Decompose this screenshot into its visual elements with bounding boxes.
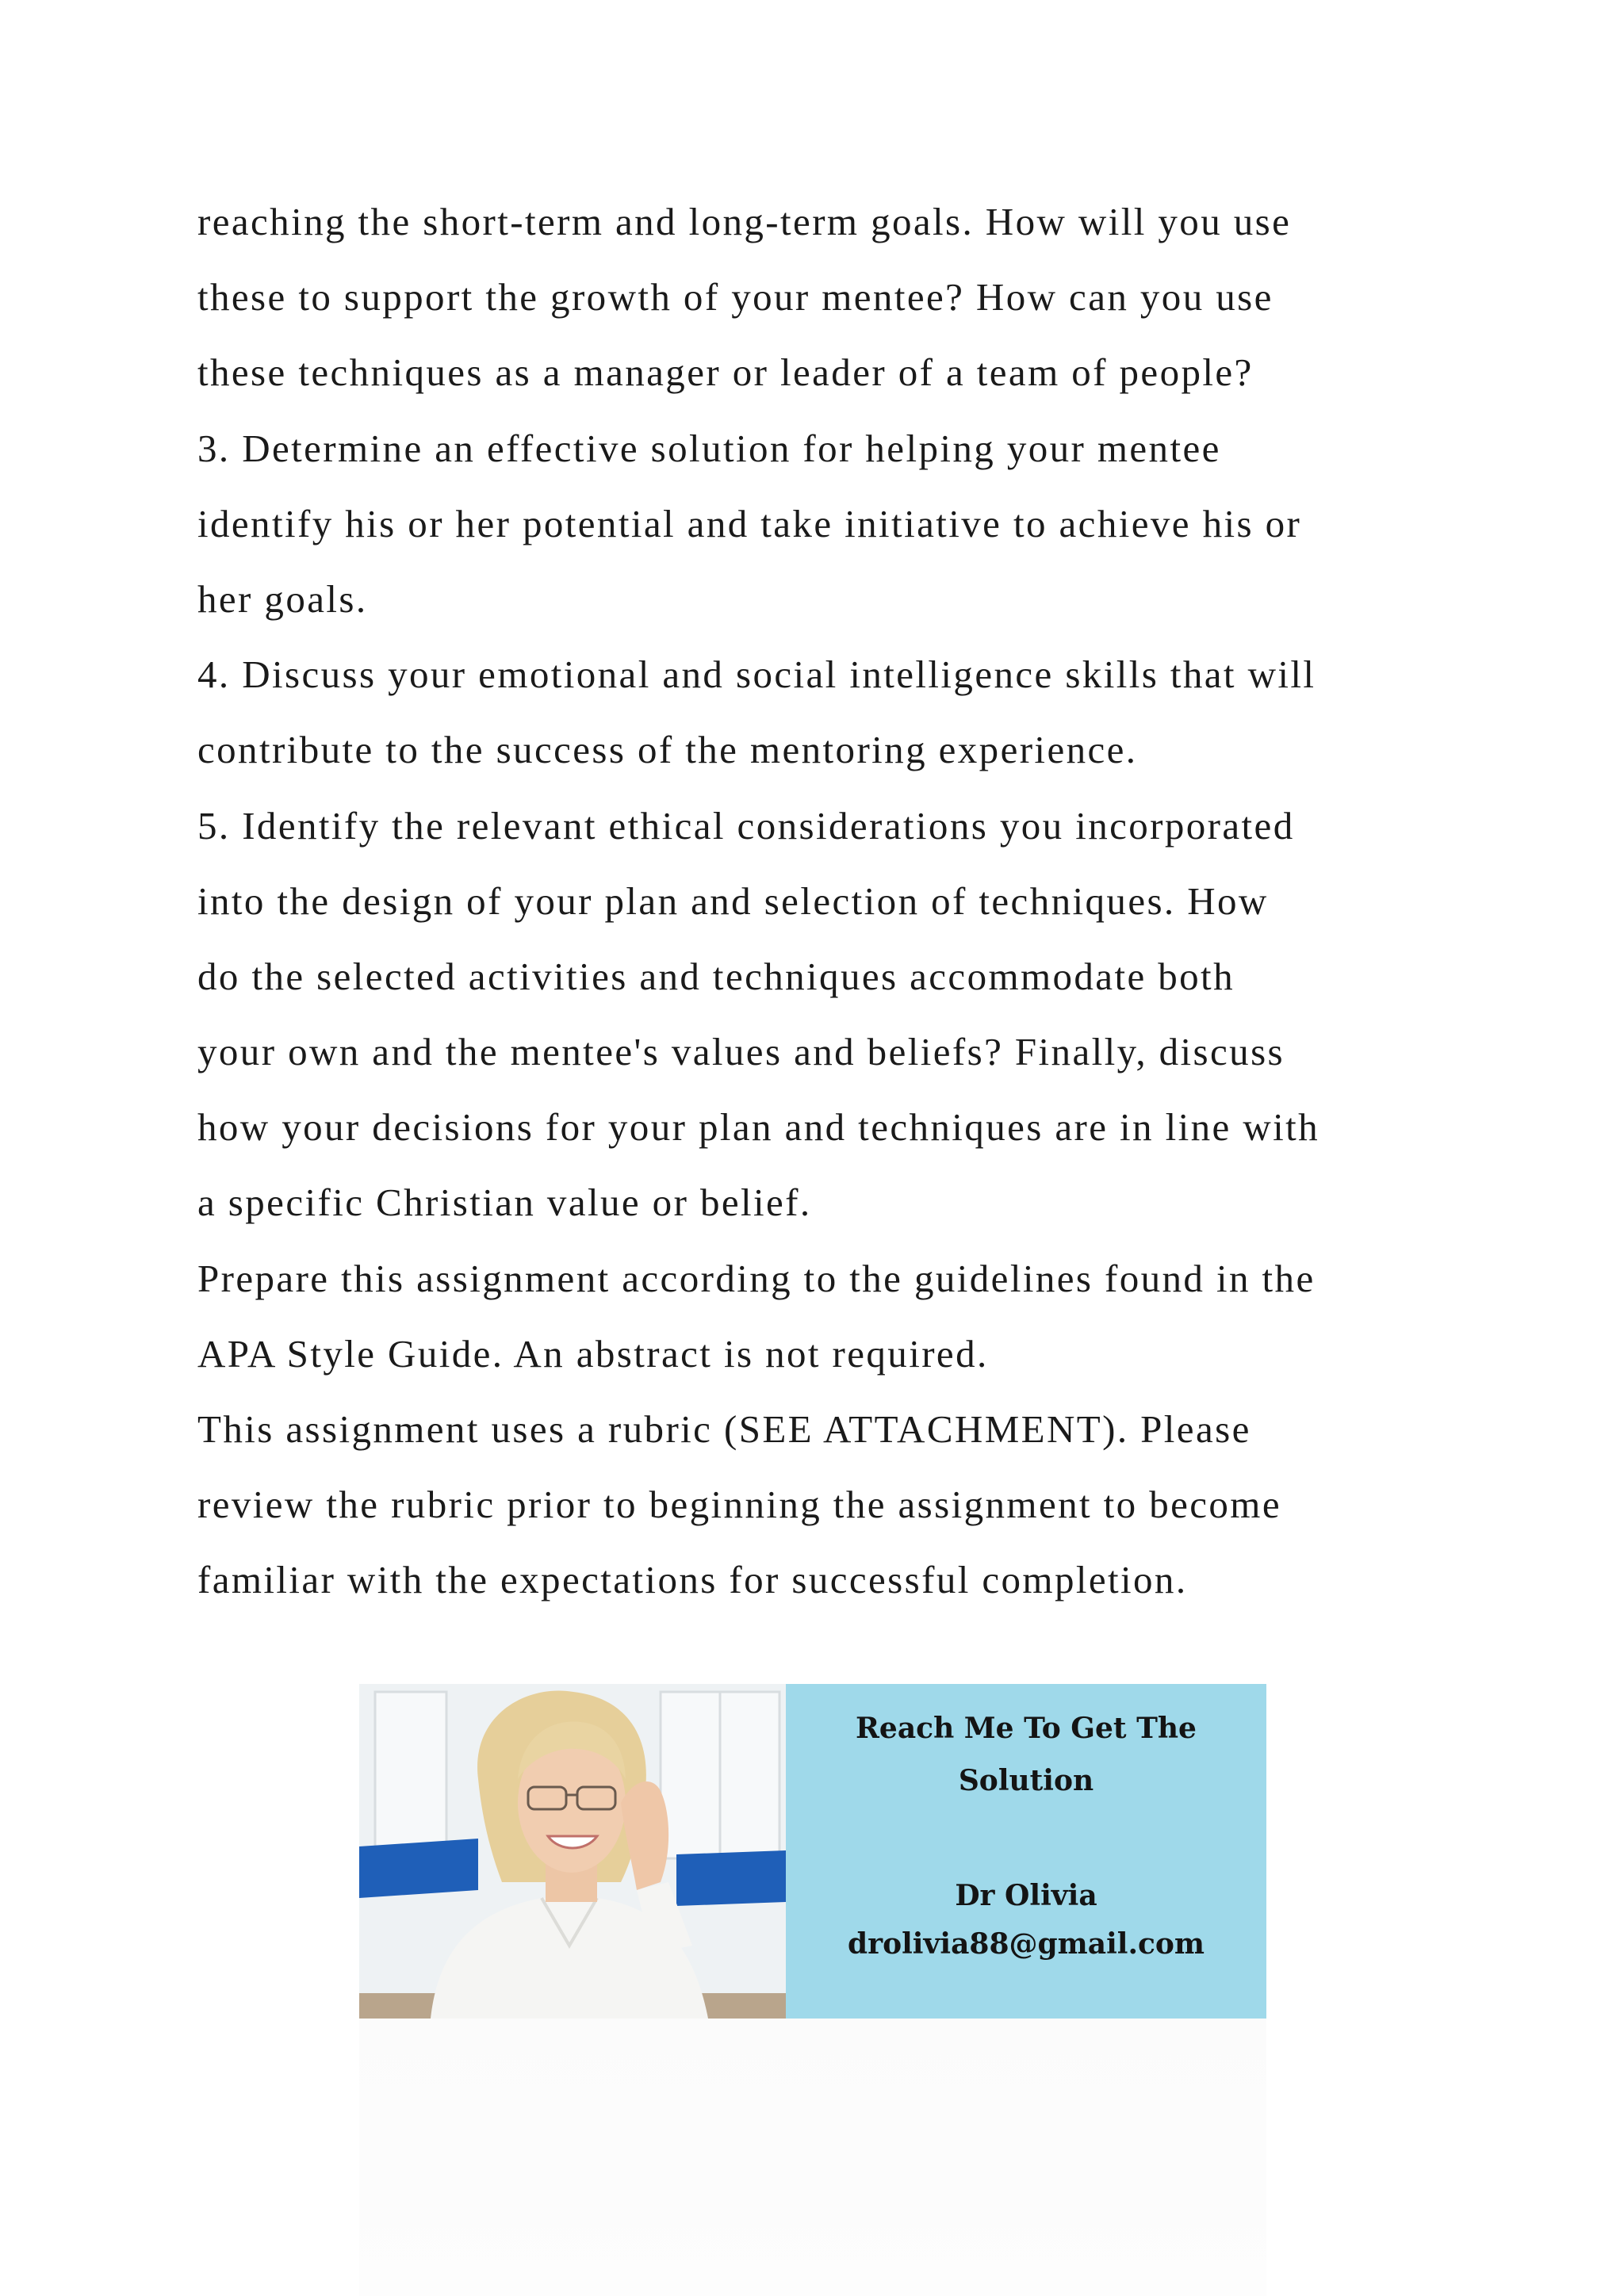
list-item-5: 5. Identify the relevant ethical considerations you incorporated [197, 803, 1295, 848]
blank-image-area [359, 2019, 1266, 2296]
text-line: do the selected activities and techniques accommodate both [197, 954, 1235, 998]
rubric-line: familiar with the expectations for successful completion. [197, 1558, 1188, 1602]
text-line: your own and the mentee's values and beliefs? Finally, discuss [197, 1030, 1285, 1074]
text-line: contribute to the success of the mentoring experience. [197, 728, 1138, 772]
promo-headline: Reach Me To Get The [856, 1712, 1197, 1745]
contact-email: drolivia88@gmail.com [847, 1927, 1205, 1961]
text-line: identify his or her potential and take initiative to achieve his or [197, 501, 1302, 545]
promo-headline-2: Solution [958, 1764, 1094, 1797]
text-line: these techniques as a manager or leader of a team of people? [197, 350, 1254, 395]
text-line: her goals. [197, 576, 368, 621]
text-line: how your decisions for your plan and techniques are in line with [197, 1105, 1320, 1150]
list-item-4: 4. Discuss your emotional and social intelligence skills that will [197, 652, 1316, 697]
text-line: reaching the short-term and long-term goals. How will you use [197, 200, 1292, 243]
rubric-line: review the rubric prior to beginning the assignment to become [197, 1483, 1281, 1527]
rubric-line: This assignment uses a rubric (SEE ATTACHMENT). Please [197, 1407, 1251, 1451]
text-line: a specific Christian value or belief. [197, 1181, 812, 1225]
contact-panel [786, 1684, 1266, 2019]
portrait-illustration [359, 1684, 786, 2019]
instructions-line: APA Style Guide. An abstract is not required. [197, 1331, 989, 1376]
list-item-3: 3. Determine an effective solution for helping your mentee [197, 426, 1221, 470]
contact-name: Dr Olivia [955, 1879, 1097, 1912]
promo-banner [359, 1684, 1266, 2019]
assignment-text [197, 184, 1434, 1618]
text-line: these to support the growth of your mentee? How can you use [197, 275, 1274, 320]
text-line: into the design of your plan and selection of techniques. How [197, 878, 1269, 923]
woman-portrait-photo [359, 1684, 786, 2019]
instructions-line: Prepare this assignment according to the guidelines found in the [197, 1256, 1316, 1300]
